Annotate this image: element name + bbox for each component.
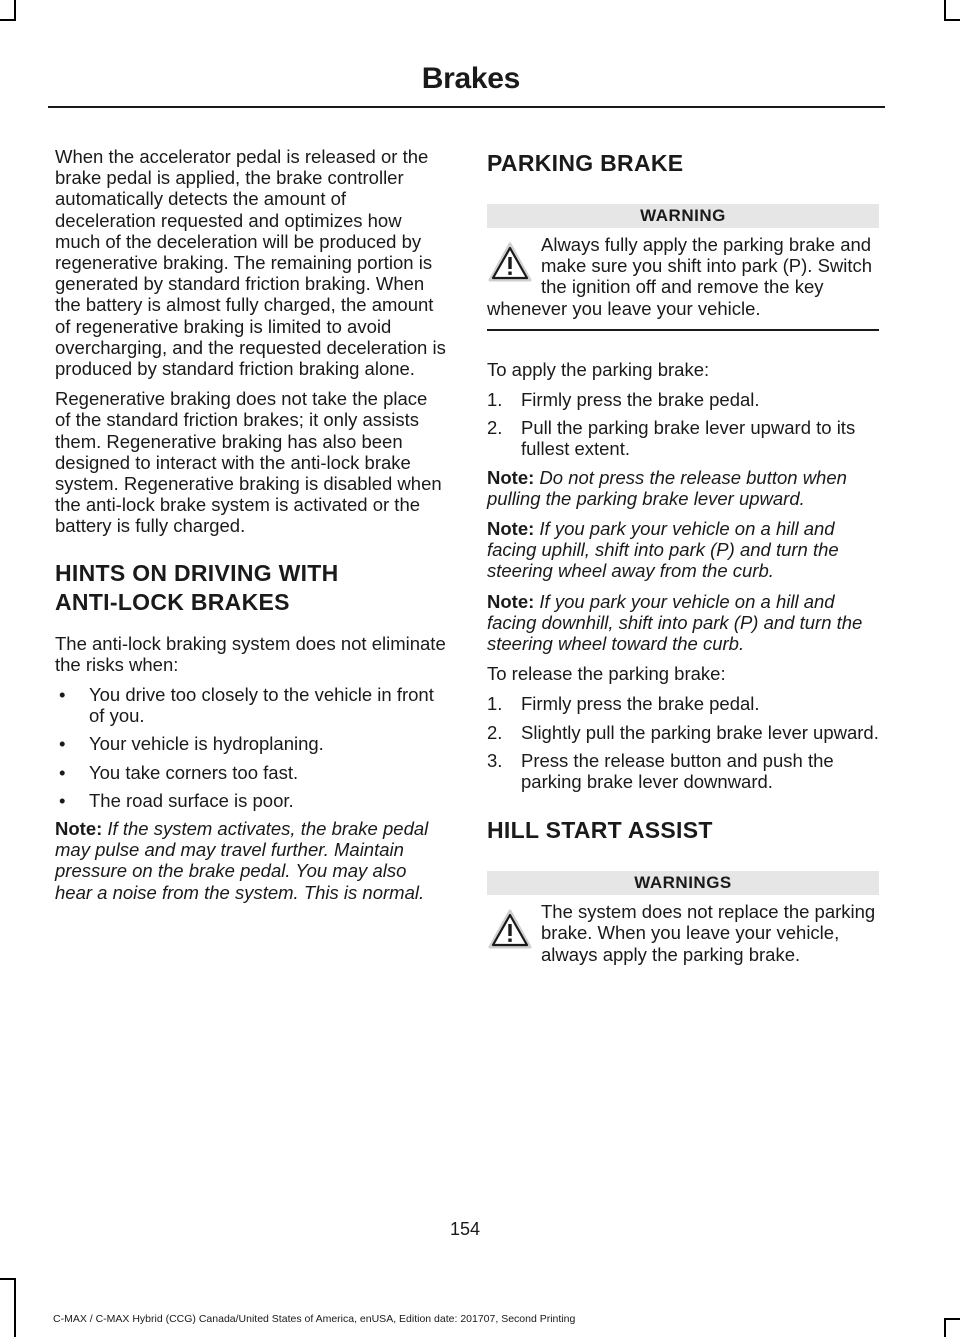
warning-body xyxy=(487,234,879,319)
warning-box xyxy=(487,204,879,331)
step-text: Press the release button and push the parking brake lever downward. xyxy=(521,749,834,793)
paragraph: The anti-lock braking system does not eliminate the risks when: xyxy=(55,632,446,675)
warning-text: The system does not replace the parking brake. When you leave your vehicle, always apply the parking brake. xyxy=(541,901,876,965)
note xyxy=(487,518,879,582)
note xyxy=(55,818,447,903)
page-number: 154 xyxy=(449,1219,481,1239)
heading-line: HINTS ON DRIVING WITH xyxy=(55,559,339,586)
heading-line: ANTI-LOCK BRAKES xyxy=(55,588,290,615)
step-list xyxy=(487,389,879,460)
warning-triangle-icon xyxy=(487,907,533,953)
list-item xyxy=(55,684,447,726)
step-text: Slightly pull the parking brake lever upward. xyxy=(521,721,879,743)
paragraph: To release the parking brake: xyxy=(487,663,726,685)
crop-mark xyxy=(0,19,16,21)
crop-mark xyxy=(944,0,946,20)
bullet-mark: • xyxy=(59,733,66,755)
note-text: If the system activates, the brake pedal may pulse and may travel further. Maintain pressure on the brake pedal. You may also hear a noise from the system. This is normal. xyxy=(55,818,429,903)
list-item xyxy=(55,733,447,754)
warning-label: WARNING xyxy=(487,204,879,228)
note-label: Note: xyxy=(487,466,535,488)
warning-text: Always fully apply the parking brake and make sure you shift into park (P). Switch the ignition off and remove the key whenever you leave your vehicle. xyxy=(487,234,873,319)
list-item xyxy=(487,417,879,459)
right-column xyxy=(487,146,879,1003)
note xyxy=(487,467,879,509)
note-label: Note: xyxy=(487,518,535,540)
list-item-text: The road surface is poor. xyxy=(89,789,294,811)
crop-mark xyxy=(944,1318,946,1337)
list-item-text: Your vehicle is hydroplaning. xyxy=(89,733,324,755)
crop-mark xyxy=(0,1278,16,1280)
crop-mark xyxy=(14,1278,16,1337)
bullet-mark: • xyxy=(59,789,66,811)
warning-triangle-icon xyxy=(487,240,533,286)
crop-mark xyxy=(944,1318,960,1320)
footer-edition-info: C-MAX / C-MAX Hybrid (CCG) Canada/United States of America, enUSA, Edition date: 201707, Second Printing xyxy=(53,1313,576,1325)
bullet-list xyxy=(55,684,447,811)
paragraph: When the accelerator pedal is released or the brake pedal is applied, the brake controller automatically detects the amount of deceleration requested and optimizes how much of the deceleration will be produced by regenerative braking. The remaining portion is generated by standard friction braking. When the battery is almost fully charged, the amount of regenerative braking is limited to avoid overcharging, and the requested deceleration is produced by standard friction braking alone. xyxy=(55,146,446,380)
crop-mark xyxy=(14,0,16,20)
header-rule xyxy=(48,106,885,108)
paragraph: Regenerative braking does not take the place of the standard friction brakes; it only assists them. Regenerative braking has also been designed to interact with the anti-lock brake system. Regenerative braking is disabled when the anti-lock brake system is activated or the battery is fully charged. xyxy=(55,388,442,537)
list-item xyxy=(487,750,879,792)
page-title: Brakes xyxy=(421,62,520,95)
warning-box xyxy=(487,871,879,975)
step-number: 1. xyxy=(487,389,503,411)
list-item-text: You take corners too fast. xyxy=(89,761,299,783)
step-number: 2. xyxy=(487,417,503,439)
note-text: If you park your vehicle on a hill and facing downhill, shift into park (P) and turn the steering wheel toward the curb. xyxy=(487,590,863,655)
step-list xyxy=(487,693,879,792)
step-text: Pull the parking brake lever upward to its fullest extent. xyxy=(521,417,856,460)
note-text: If you park your vehicle on a hill and facing uphill, shift into park (P) and turn the steering wheel away from the curb. xyxy=(487,518,839,582)
list-item xyxy=(487,693,879,714)
step-number: 3. xyxy=(487,749,503,771)
list-item xyxy=(487,722,879,743)
list-item xyxy=(55,762,447,783)
bullet-mark: • xyxy=(59,761,66,783)
note xyxy=(487,591,879,655)
step-text: Firmly press the brake pedal. xyxy=(521,693,760,715)
list-item xyxy=(487,389,879,410)
section-heading-abs xyxy=(55,559,447,617)
section-heading-parking-brake: PARKING BRAKE xyxy=(487,150,684,176)
list-item-text: You drive too closely to the vehicle in front of you. xyxy=(89,684,434,727)
paragraph: To apply the parking brake: xyxy=(487,358,710,380)
list-item xyxy=(55,790,447,811)
note-label: Note: xyxy=(487,590,535,612)
note-text: Do not press the release button when pulling the parking brake lever upward. xyxy=(487,466,847,509)
section-heading-hill-start-assist: HILL START ASSIST xyxy=(487,817,713,844)
step-number: 2. xyxy=(487,721,503,743)
crop-mark xyxy=(944,19,960,21)
warning-body xyxy=(487,901,879,965)
warning-label: WARNINGS xyxy=(487,871,879,895)
left-column xyxy=(55,146,447,912)
step-number: 1. xyxy=(487,693,503,715)
bullet-mark: • xyxy=(59,684,66,706)
step-text: Firmly press the brake pedal. xyxy=(521,389,760,411)
note-label: Note: xyxy=(55,818,103,840)
